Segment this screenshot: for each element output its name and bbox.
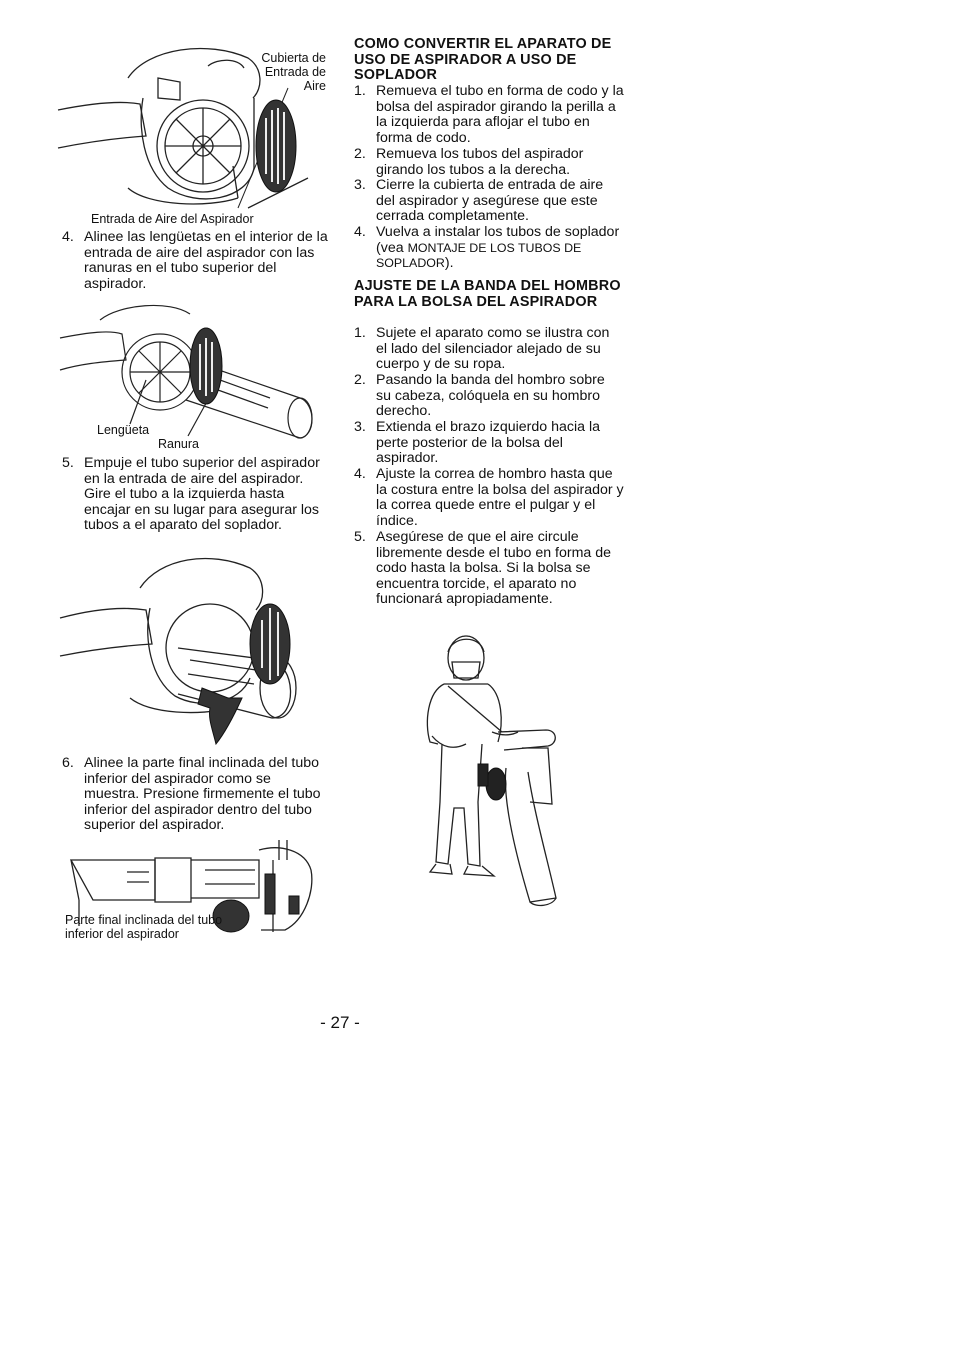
push-tube-illustration — [60, 548, 310, 748]
section-heading-shoulder-strap: AJUSTE DE LA BANDA DEL HOMBRO PARA LA BOLSA DEL ASPIRADOR — [354, 278, 621, 310]
label-cubierta: Cubierta de Entrada de Aire — [261, 51, 326, 93]
figure-caption-1: Entrada de Aire del Aspirador — [91, 212, 254, 226]
figure-operator-with-vacuum — [418, 632, 564, 912]
label-lengueta: Lengüeta — [97, 423, 150, 437]
section-heading-convert: COMO CONVERTIR EL APARATO DE USO DE ASPIRADOR A USO DE SOPLADOR — [354, 36, 612, 84]
tab-slot-illustration — [60, 300, 320, 442]
label-ranura: Ranura — [158, 437, 199, 451]
page-number: - 27 - — [320, 1013, 360, 1032]
figure-push-tube — [60, 548, 310, 748]
figure-tab-slot — [60, 300, 320, 442]
operator-illustration — [418, 632, 564, 912]
figure-caption-4: Parte final inclinada del tubo inferior del aspirador — [65, 913, 223, 941]
